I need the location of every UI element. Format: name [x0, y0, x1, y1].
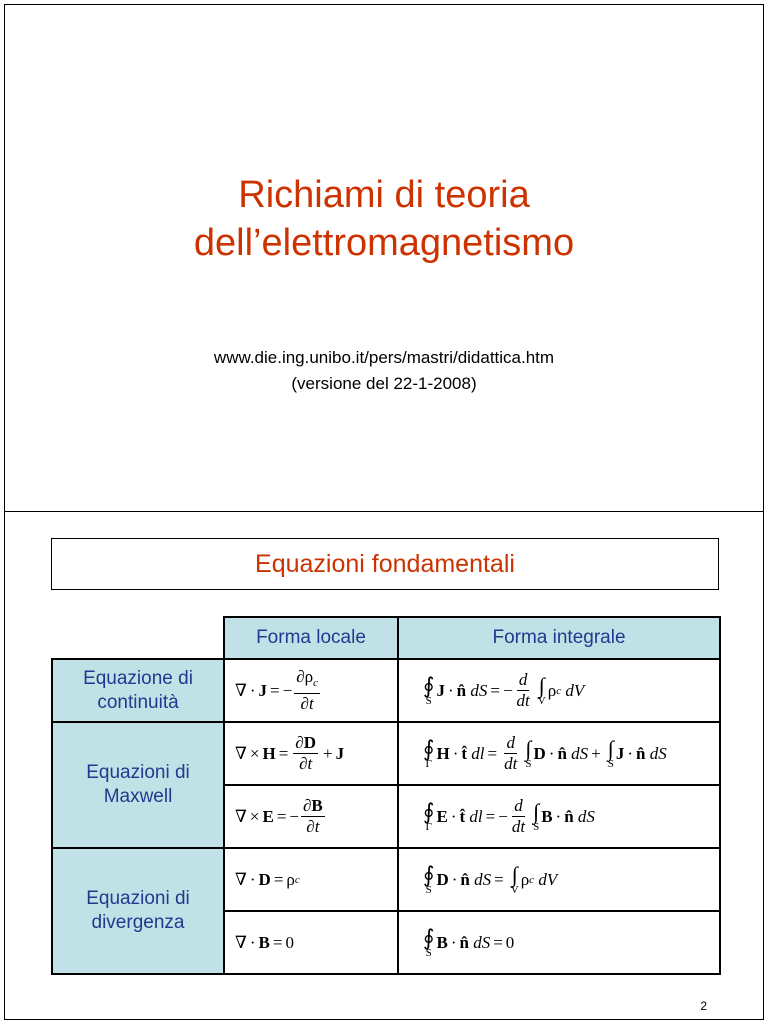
equation-local-gauss-b: ∇ · B = 0 [224, 911, 398, 974]
col-header-integral: Forma integrale [398, 617, 720, 659]
row-label-line: Equazione di [83, 667, 193, 689]
version-note: (versione del 22-1-2008) [291, 374, 477, 393]
equation-integral-gauss-d: ∮ S D · n̂ dS = ∫ V ρ c dV [398, 848, 720, 911]
course-url: www.die.ing.unibo.it/pers/mastri/didattica.htm [213, 348, 555, 367]
row-label-line: Maxwell [103, 786, 173, 807]
table-row [52, 722, 720, 785]
row-label-line: Equazioni di [86, 888, 190, 909]
title-line-1: Richiami di teoria [238, 174, 530, 216]
table-row [52, 659, 720, 722]
table-row [52, 848, 720, 911]
equation-integral-faraday: ∮ Γ E · t̂ dl = − $\frac{d}{dt}$ ∫ S B · n̂ dS [398, 785, 720, 848]
slide-heading: Equazioni fondamentali [51, 538, 719, 590]
equations-table [51, 616, 721, 975]
equation-integral-gauss-b: ∮ S B · n̂ dS = 0 [398, 911, 720, 974]
table-corner [52, 617, 224, 659]
row-label-line: Equazioni di [86, 762, 190, 783]
col-header-local: Forma locale [224, 617, 398, 659]
page-number: 2 [700, 999, 707, 1013]
title-slide [4, 4, 764, 512]
equation-local-gauss-d: ∇ · D = ρ c [224, 848, 398, 911]
equations-slide [4, 511, 764, 1020]
equation-integral-continuity: ∮ S J · n̂ dS = − $\frac{d}{dt}$ ∫ V ρ c dV [398, 659, 720, 722]
row-label-line: divergenza [91, 912, 185, 933]
equation-integral-ampere: ∮ Γ H · t̂ dl = $\frac{d}{dt}$ ∫ S D · n̂ dS + ∫ S J · n̂ dS [398, 722, 720, 785]
row-label-continuity [52, 659, 224, 722]
row-label-maxwell [52, 722, 224, 848]
title-line-2: dell’elettromagnetismo [193, 222, 575, 264]
equation-local-faraday: ∇ × E = − $\frac{\partial B}{\partial t}$ [224, 785, 398, 848]
row-label-line: continuità [97, 691, 179, 713]
equation-local-ampere: ∇ × H = $\frac{\partial D}{\partial t}$ + J [224, 722, 398, 785]
row-label-divergence [52, 848, 224, 974]
equation-local-continuity: ∇ · J = − $\frac{\partial\rho_c}{\partial t}$ [224, 659, 398, 722]
